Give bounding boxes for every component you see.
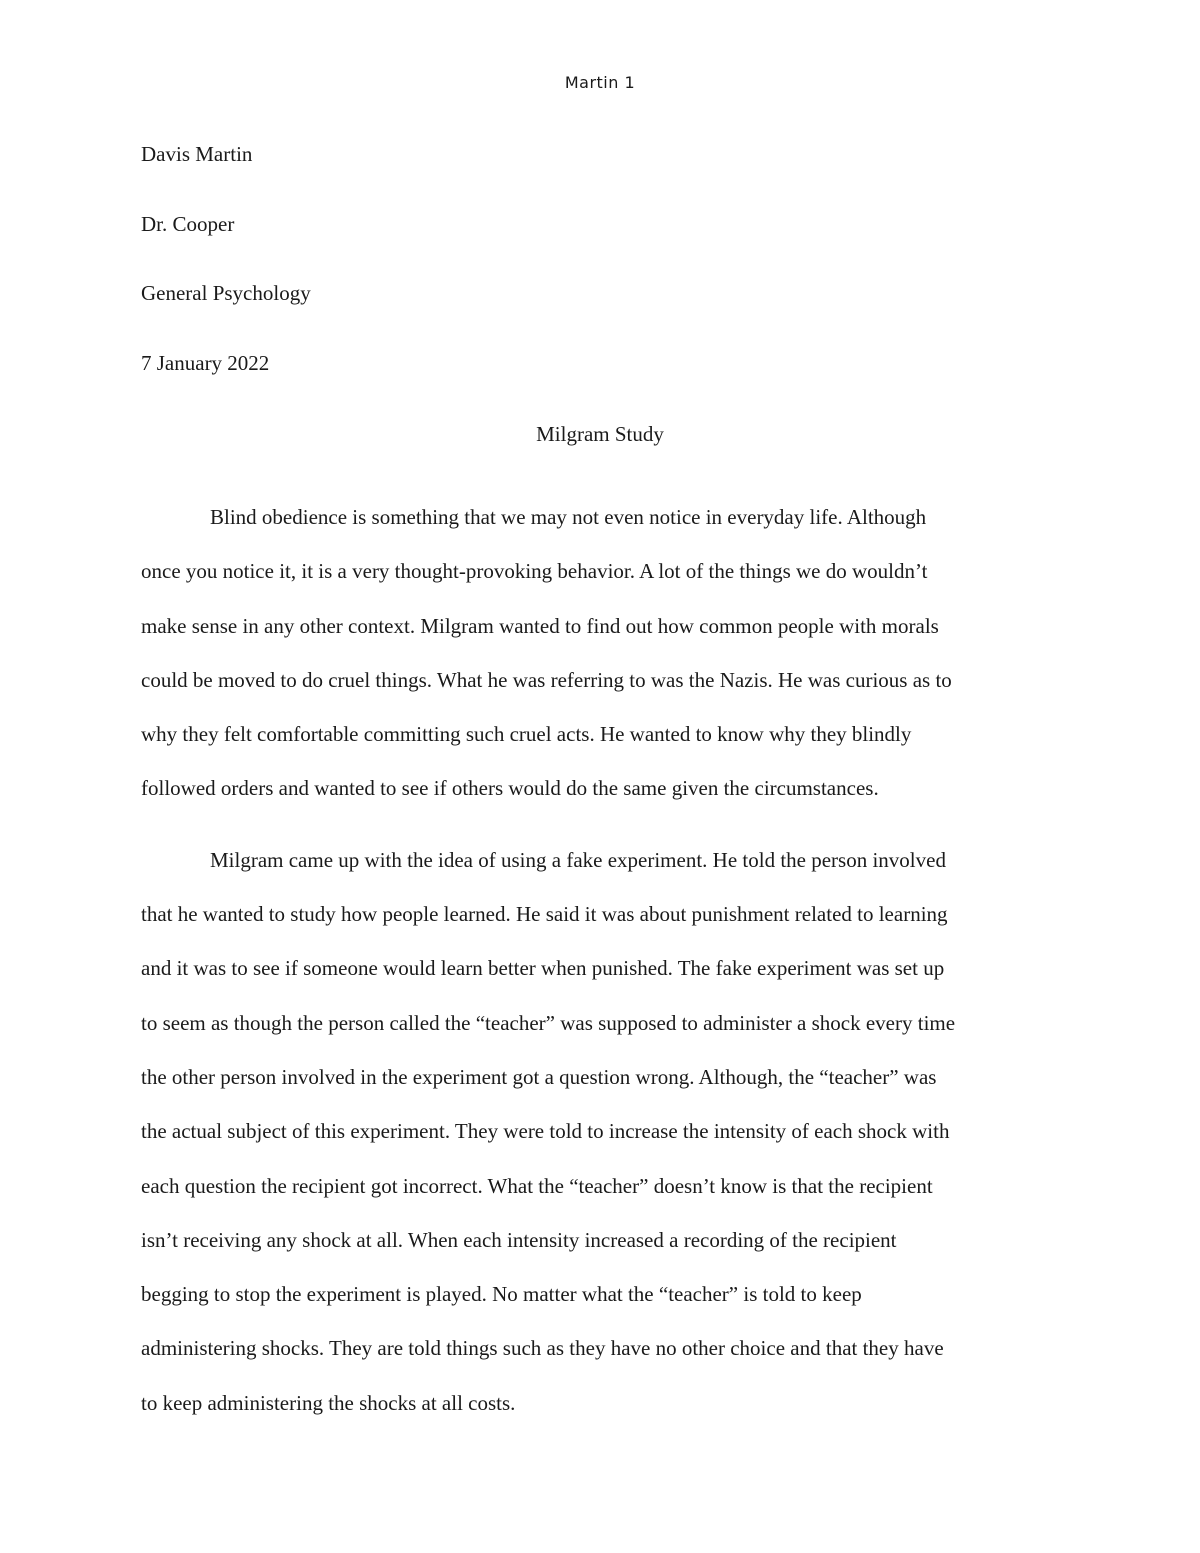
instructor-name: Dr. Cooper — [141, 211, 235, 236]
paragraph-line: could be moved to do cruel things. What he was referring to was the Nazis. He was curious as to — [141, 667, 952, 692]
paper-date: 7 January 2022 — [141, 350, 270, 375]
mla-heading — [141, 140, 1061, 418]
paragraph-line: isn’t receiving any shock at all. When each intensity increased a recording of the recipient — [141, 1227, 897, 1252]
paragraph-line: and it was to see if someone would learn better when punished. The fake experiment was set up — [141, 956, 945, 981]
paper-body — [141, 490, 1061, 1430]
paper-title: Milgram Study — [536, 422, 664, 446]
paragraph-line: to seem as though the person called the “teacher” was supposed to administer a shock every time — [141, 1010, 956, 1035]
paragraph-line: the actual subject of this experiment. They were told to increase the intensity of each shock with — [141, 1119, 950, 1144]
paragraph-2 — [141, 833, 1061, 1430]
paragraph-line: make sense in any other context. Milgram wanted to find out how common people with morals — [141, 613, 939, 638]
paragraph-line: once you notice it, it is a very thought-provoking behavior. A lot of the things we do wouldn’t — [141, 559, 928, 584]
paragraph-line: the other person involved in the experiment got a question wrong. Although, the “teacher” was — [141, 1064, 937, 1089]
course-name: General Psychology — [141, 281, 311, 305]
paragraph-line: Milgram came up with the idea of using a fake experiment. He told the person involved — [210, 847, 946, 872]
paragraph-line: Blind obedience is something that we may not even notice in everyday life. Although — [210, 505, 927, 529]
running-head-page-number: Martin 1 — [564, 73, 636, 92]
paragraph-line: followed orders and wanted to see if others would do the same given the circumstances. — [141, 776, 879, 801]
paragraph-line: begging to stop the experiment is played. No matter what the “teacher” is told to keep — [141, 1282, 862, 1307]
paragraph-line: that he wanted to study how people learned. He said it was about punishment related to learning — [141, 902, 948, 927]
paragraph-line: why they felt comfortable committing such cruel acts. He wanted to know why they blindly — [141, 722, 912, 747]
paragraph-line: each question the recipient got incorrect. What the “teacher” doesn’t know is that the recipient — [141, 1173, 933, 1198]
paragraph-line: to keep administering the shocks at all costs. — [141, 1390, 516, 1415]
paragraph-1 — [141, 490, 1061, 816]
paragraph-line: administering shocks. They are told things such as they have no other choice and that they have — [141, 1336, 944, 1361]
student-name: Davis Martin — [141, 142, 253, 166]
